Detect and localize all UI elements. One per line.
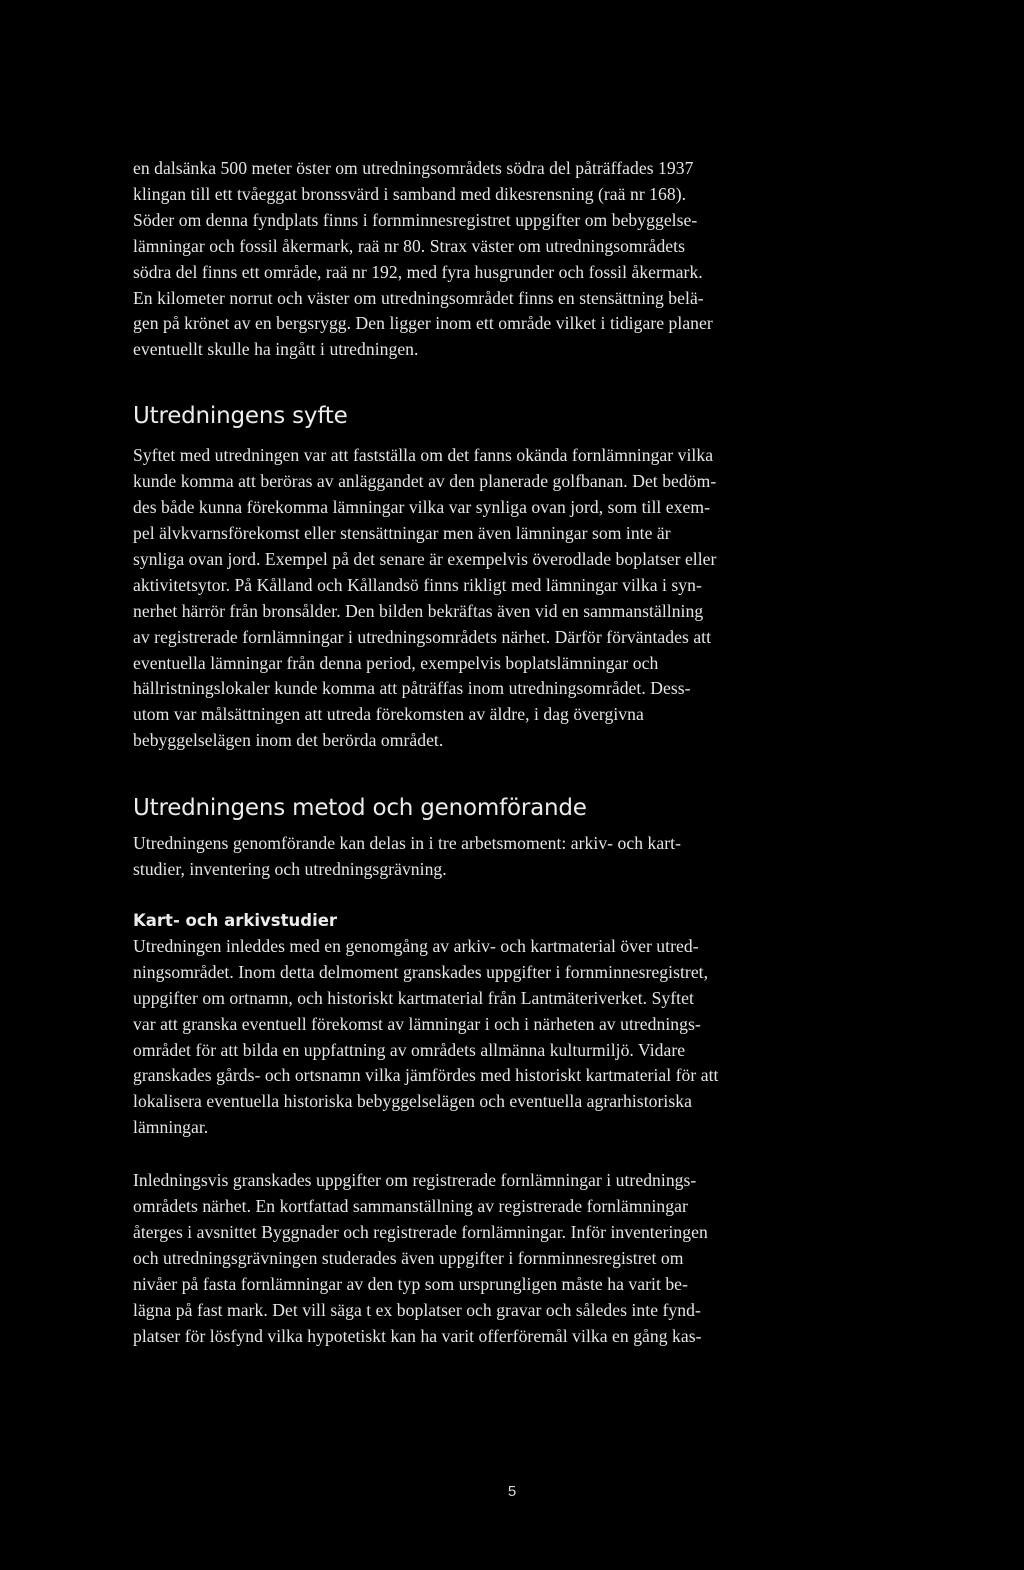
paragraph-line: aktivitetsytor. På Kålland och Kållandsö finns rikligt med lämningar vilka i syn- <box>133 574 702 595</box>
paragraph-line: En kilometer norrut och väster om utredningsområdet finns en stensättning belä- <box>133 287 704 308</box>
paragraph-line: av registrerade fornlämningar i utredningsområdets närhet. Därför förväntades att <box>133 626 712 647</box>
paragraph-line: studier, inventering och utredningsgrävning. <box>133 859 447 880</box>
paragraph-line: pel älvkvarnsförekomst eller stensättningar men även lämningar som inte är <box>133 522 671 543</box>
paragraph-line: kunde komma att beröras av anläggandet av den planerade golfbanan. Det bedöm- <box>133 471 717 492</box>
paragraph-line: södra del finns ett område, raä nr 192, med fyra husgrunder och fossil åkermark. <box>133 261 703 282</box>
paragraph-line: uppgifter om ortnamn, och historiskt kartmaterial från Lantmäteriverket. Syftet <box>133 987 694 1008</box>
inledning-paragraph <box>133 1168 873 1349</box>
paragraph-line: var att granska eventuell förekomst av lämningar i och i närheten av utrednings- <box>133 1013 701 1034</box>
paragraph-line: ningsområdet. Inom detta delmoment granskades uppgifter i fornminnesregistret, <box>133 961 709 982</box>
syfte-paragraph <box>133 443 873 754</box>
paragraph-line: utom var målsättningen att utreda förekomsten av äldre, i dag övergivna <box>133 704 644 725</box>
paragraph-line: eventuella lämningar från denna period, exempelvis boplatslämningar och <box>133 652 659 673</box>
paragraph-line: gen på krönet av en bergsrygg. Den ligger inom ett område vilket i tidigare planer <box>133 313 713 334</box>
paragraph-line: Utredningen inleddes med en genomgång av arkiv- och kartmaterial över utred- <box>133 935 699 956</box>
paragraph-line: klingan till ett tvåeggat bronssvärd i samband med dikesrensning (raä nr 168). <box>133 183 687 204</box>
section-heading-metod: Utredningens metod och genomförande <box>133 795 587 822</box>
paragraph-line: Utredningens genomförande kan delas in i tre arbetsmoment: arkiv- och kart- <box>133 833 681 854</box>
paragraph-line: bebyggelselägen inom det berörda området. <box>133 730 444 751</box>
paragraph-line: lämningar. <box>133 1117 209 1138</box>
paragraph-line: Inledningsvis granskades uppgifter om registrerade fornlämningar i utrednings- <box>133 1170 697 1191</box>
paragraph-line: och utredningsgrävningen studerades även uppgifter i fornminnesregistret om <box>133 1247 684 1268</box>
paragraph-line: nivåer på fasta fornlämningar av den typ som ursprungligen måste ha varit be- <box>133 1273 688 1294</box>
paragraph-line: synliga ovan jord. Exempel på det senare är exempelvis överodlade boplatser eller <box>133 548 717 569</box>
paragraph-line: återges i avsnittet Byggnader och registrerade fornlämningar. Inför inventeringen <box>133 1222 708 1242</box>
kart-paragraph <box>133 934 873 1141</box>
paragraph-line: eventuellt skulle ha ingått i utredningen. <box>133 339 419 360</box>
paragraph-line: nerhet härrör från bronsålder. Den bilden bekräftas även vid en sammanställning <box>133 600 704 621</box>
metod-paragraph <box>133 831 873 883</box>
paragraph-line: lokalisera eventuella historiska bebyggelselägen och eventuella agrarhistoriska <box>133 1091 692 1112</box>
section-heading-syfte: Utredningens syfte <box>133 403 348 430</box>
paragraph-line: granskades gårds- och ortsnamn vilka jämfördes med historiskt kartmaterial för att <box>133 1065 719 1086</box>
paragraph-line: områdets närhet. En kortfattad sammanställning av registrerade fornlämningar <box>133 1196 688 1217</box>
paragraph-line: Syftet med utredningen var att fastställa om det fanns okända fornlämningar vilka <box>133 445 714 466</box>
intro-paragraph <box>133 156 873 363</box>
paragraph-line: des både kunna förekomma lämningar vilka var synliga ovan jord, som till exem- <box>133 497 711 518</box>
paragraph-line: lägna på fast mark. Det vill säga t ex boplatser och gravar och således inte fynd- <box>133 1299 701 1320</box>
paragraph-line: hällristningslokaler kunde komma att påträffas inom utredningsområdet. Dess- <box>133 678 691 699</box>
paragraph-line: lämningar och fossil åkermark, raä nr 80. Strax väster om utredningsområdets <box>133 235 685 256</box>
document-page <box>133 156 873 1350</box>
paragraph-line: Söder om denna fyndplats finns i fornminnesregistret uppgifter om bebyggelse- <box>133 209 698 230</box>
paragraph-line: området för att bilda en uppfattning av områdets allmänna kulturmiljö. Vidare <box>133 1039 686 1060</box>
paragraph-line: en dalsänka 500 meter öster om utredningsområdets södra del påträffades 1937 <box>133 158 694 178</box>
page-number: 5 <box>507 1483 517 1500</box>
paragraph-line: platser för lösfynd vilka hypotetiskt kan ha varit offerföremål vilka en gång kas- <box>133 1325 702 1346</box>
subsection-heading-kart: Kart- och arkivstudier <box>133 910 338 930</box>
